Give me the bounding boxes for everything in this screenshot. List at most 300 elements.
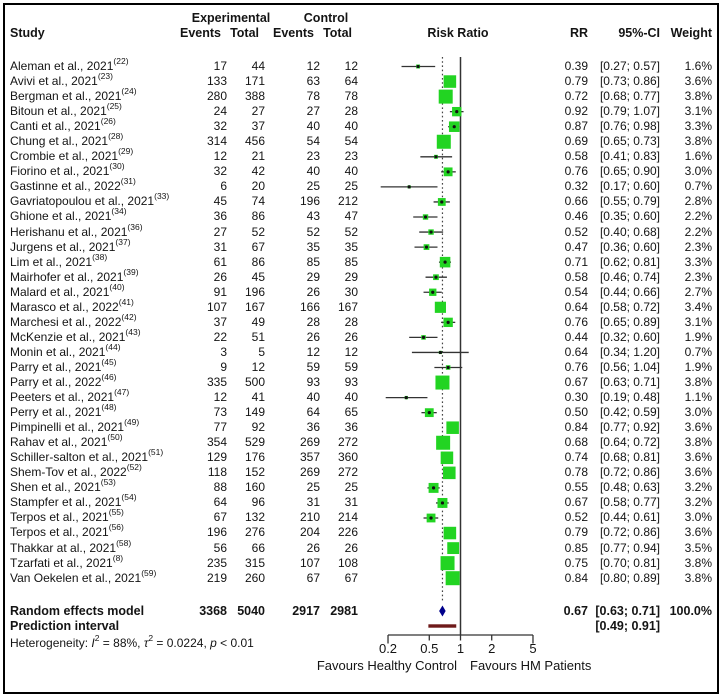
weight-cell: 3.8% (684, 570, 712, 585)
heterogeneity-prefix: Heterogeneity: (10, 636, 92, 650)
ctrl-total-cell: 64 (344, 74, 358, 89)
study-label: Tzarfati et al., 2021$^{(8)}$ (10, 552, 124, 570)
rr-cell: 0.76 (564, 314, 588, 329)
exp-events-cell: 3 (220, 344, 227, 359)
exp-events-cell: 12 (213, 149, 227, 164)
table-row (10, 311, 712, 330)
summary-ci: [0.63; 0.71] (595, 604, 660, 618)
ci-cell: [0.19; 0.48] (599, 390, 660, 405)
ctrl-total-cell: 40 (344, 164, 358, 179)
ci-cell: [0.34; 1.20] (599, 344, 660, 359)
exp-events-cell: 91 (213, 284, 227, 299)
weight-cell: 2.2% (684, 224, 712, 239)
weight-cell: 3.8% (684, 89, 712, 104)
ctrl-events-cell: 27 (306, 104, 320, 119)
exp-total-cell: 176 (244, 450, 265, 465)
ci-cell: [0.73; 0.86] (599, 74, 660, 89)
table-row (10, 131, 712, 149)
exp-events-cell: 129 (206, 450, 227, 465)
exp-events-cell: 314 (206, 134, 227, 149)
exp-events-cell: 77 (213, 420, 227, 435)
ctrl-total-cell: 108 (337, 555, 358, 570)
study-label: Lim et al., 2021$^{(38)}$ (10, 251, 108, 269)
weight-cell: 3.1% (684, 104, 712, 119)
column-header-control: Control (303, 11, 349, 25)
exp-total-cell: 21 (251, 149, 265, 164)
weight-cell: 0.7% (684, 179, 712, 194)
exp-events-cell: 45 (213, 194, 227, 209)
ctrl-total-cell: 28 (344, 104, 358, 119)
weight-cell: 3.8% (684, 555, 712, 570)
weight-cell: 1.9% (684, 329, 712, 344)
ctrl-events-cell: 64 (306, 405, 320, 420)
prediction-interval-label: Prediction interval (10, 619, 120, 633)
ctrl-total-cell: 272 (337, 435, 358, 450)
ctrl-total-cell: 26 (344, 329, 358, 344)
rr-cell: 0.64 (564, 299, 588, 314)
exp-total-cell: 167 (244, 299, 265, 314)
column-header-exp-total: Total (230, 26, 259, 40)
ctrl-total-cell: 78 (344, 89, 358, 104)
study-label: Shem-Tov et al., 2022$^{(52)}$ (10, 462, 142, 480)
study-label: Terpos et al., 2021$^{(55)}$ (10, 507, 124, 525)
exp-total-cell: 92 (251, 420, 265, 435)
exp-total-cell: 37 (251, 119, 265, 134)
ctrl-total-cell: 30 (344, 284, 358, 299)
ci-cell: [0.72; 0.86] (599, 465, 660, 480)
study-label: Bergman et al., 2021$^{(24)}$ (10, 86, 137, 104)
ctrl-events-cell: 67 (306, 570, 320, 585)
exp-events-cell: 118 (207, 465, 227, 480)
ctrl-events-cell: 43 (306, 209, 320, 224)
exp-events-cell: 196 (206, 525, 227, 540)
rr-cell: 0.58 (564, 269, 588, 284)
table-row (10, 296, 712, 315)
ci-cell: [0.42; 0.59] (599, 405, 660, 420)
study-label: Aleman et al., 2021$^{(22)}$ (10, 56, 129, 74)
ctrl-events-cell: 40 (306, 164, 320, 179)
weight-cell: 3.6% (684, 450, 712, 465)
axis-tick-label: 2 (488, 641, 496, 656)
study-label: Canti et al., 2021$^{(26)}$ (10, 116, 116, 134)
reference-superscript: (55) (108, 507, 124, 518)
exp-total-cell: 456 (244, 134, 265, 149)
exp-events-cell: 17 (213, 59, 227, 74)
table-row (10, 71, 712, 89)
study-label: Van Oekelen et al., 2021$^{(59)}$ (10, 567, 157, 585)
reference-superscript: (30) (109, 161, 125, 172)
ctrl-total-cell: 67 (344, 570, 358, 585)
axis-tick-label: 5 (529, 641, 537, 656)
ctrl-events-cell: 12 (306, 344, 320, 359)
ctrl-total-cell: 36 (344, 420, 358, 435)
ctrl-events-cell: 35 (306, 239, 320, 254)
ctrl-total-cell: 26 (344, 540, 358, 555)
study-label: Thakkar at al., 2021$^{(58)}$ (10, 537, 132, 555)
weight-cell: 0.7% (684, 344, 712, 359)
ctrl-total-cell: 52 (344, 224, 358, 239)
table-row (10, 56, 712, 74)
ci-cell: [0.44; 0.66] (599, 284, 660, 299)
table-row (10, 206, 712, 224)
ci-cell: [0.70; 0.81] (599, 555, 660, 570)
rr-cell: 0.78 (564, 465, 588, 480)
ci-cell: [0.40; 0.68] (599, 224, 660, 239)
reference-superscript: (33) (154, 191, 170, 202)
reference-superscript: (43) (125, 326, 141, 337)
ci-cell: [0.48; 0.63] (599, 480, 660, 495)
ctrl-events-cell: 12 (306, 59, 320, 74)
rr-cell: 0.71 (564, 254, 588, 269)
ctrl-total-cell: 214 (337, 510, 358, 525)
reference-superscript: (45) (101, 356, 117, 367)
rr-cell: 0.67 (564, 375, 588, 389)
ctrl-total-cell: 167 (337, 299, 358, 314)
ci-cell: [0.17; 0.60] (599, 179, 660, 194)
ctrl-total-cell: 28 (344, 314, 358, 329)
study-label: Stampfer et al., 2021$^{(54)}$ (10, 492, 137, 510)
reference-superscript: (50) (107, 432, 123, 443)
ctrl-events-cell: 357 (299, 450, 320, 465)
axis-tick-label: 0.2 (378, 641, 398, 656)
rr-cell: 0.68 (564, 435, 588, 450)
reference-superscript: (46) (101, 372, 117, 382)
exp-events-cell: 37 (213, 314, 227, 329)
exp-events-cell: 64 (213, 495, 227, 510)
exp-events-cell: 27 (213, 224, 227, 239)
column-header-experimental: Experimental (191, 11, 271, 25)
ctrl-events-cell: 269 (299, 435, 320, 450)
random-effects-label: Random effects model (10, 604, 145, 618)
study-label: Gastinne et al., 2022$^{(31)}$ (10, 176, 136, 194)
ctrl-events-cell: 196 (299, 194, 320, 209)
reference-superscript: (38) (92, 251, 108, 262)
study-label: Shen et al., 2021$^{(53)}$ (10, 477, 116, 495)
reference-superscript: (22) (113, 56, 129, 67)
exp-total-cell: 276 (244, 525, 265, 540)
study-label: Avivi et al., 2021$^{(23)}$ (10, 71, 113, 89)
table-row (10, 402, 712, 420)
study-label: Rahav et al., 2021$^{(50)}$ (10, 432, 123, 450)
reference-superscript: (41) (118, 296, 134, 307)
study-rows (10, 56, 712, 586)
rr-cell: 0.39 (564, 59, 588, 74)
weight-cell: 2.8% (684, 194, 712, 209)
rr-cell: 0.64 (564, 344, 588, 359)
column-header-exp-events: Events (180, 26, 221, 40)
exp-events-cell: 36 (213, 209, 227, 224)
reference-superscript: (40) (109, 281, 125, 292)
ctrl-total-cell: 25 (344, 179, 358, 194)
exp-total-cell: 96 (251, 495, 265, 510)
axis-tick-label: 0.5 (420, 641, 439, 656)
ci-cell: [0.55; 0.79] (599, 194, 660, 209)
study-label: Bitoun et al., 2021$^{(25)}$ (10, 101, 122, 119)
study-label: Peeters et al., 2021$^{(47)}$ (10, 387, 130, 405)
ci-cell: [0.72; 0.86] (599, 525, 660, 540)
exp-total-cell: 52 (251, 224, 265, 239)
ci-cell: [0.65; 0.73] (599, 134, 660, 149)
reference-superscript: (24) (121, 86, 137, 97)
weight-cell: 1.6% (684, 149, 712, 164)
rr-cell: 0.55 (564, 480, 588, 495)
exp-total-cell: 86 (251, 209, 265, 224)
exp-total-cell: 315 (244, 555, 265, 570)
prediction-interval-ci: [0.49; 0.91] (595, 619, 660, 633)
ctrl-total-cell: 40 (344, 390, 358, 405)
exp-events-cell: 26 (213, 269, 227, 284)
reference-superscript: (59) (141, 567, 157, 578)
ctrl-total-cell: 12 (344, 344, 358, 359)
ctrl-events-cell: 28 (306, 314, 320, 329)
ctrl-total-cell: 35 (344, 239, 358, 254)
summary-ctrl-total: 2981 (330, 604, 358, 618)
ci-cell: [0.79; 1.07] (599, 104, 660, 119)
weight-cell: 3.0% (684, 510, 712, 525)
exp-total-cell: 86 (251, 254, 265, 269)
ctrl-events-cell: 63 (306, 74, 320, 89)
rr-cell: 0.69 (564, 134, 588, 149)
rr-cell: 0.46 (564, 209, 588, 224)
ctrl-total-cell: 360 (337, 450, 358, 465)
rr-cell: 0.32 (564, 179, 588, 194)
ctrl-events-cell: 85 (306, 254, 320, 269)
exp-events-cell: 12 (213, 390, 227, 405)
ci-cell: [0.56; 1.04] (599, 359, 660, 374)
table-row (10, 567, 712, 586)
exp-events-cell: 31 (213, 239, 227, 254)
exp-total-cell: 44 (251, 59, 265, 74)
exp-total-cell: 45 (251, 269, 265, 284)
weight-cell: 2.3% (684, 239, 712, 254)
ctrl-events-cell: 93 (306, 375, 320, 389)
ci-cell: [0.77; 0.94] (599, 540, 660, 555)
exp-events-cell: 354 (206, 435, 227, 450)
rr-cell: 0.54 (564, 284, 588, 299)
exp-total-cell: 67 (251, 239, 265, 254)
table-row (10, 432, 712, 450)
table-row (10, 281, 712, 300)
exp-total-cell: 49 (251, 314, 265, 329)
ctrl-total-cell: 65 (344, 405, 358, 420)
rr-cell: 0.52 (564, 224, 588, 239)
reference-superscript: (52) (126, 462, 142, 473)
weight-cell: 3.3% (684, 119, 712, 134)
rr-cell: 0.66 (564, 194, 588, 209)
exp-total-cell: 66 (251, 540, 265, 555)
study-label: Ghione et al., 2021$^{(34)}$ (10, 206, 127, 224)
study-label: McKenzie et al., 2021$^{(43)}$ (10, 326, 141, 344)
weight-cell: 1.1% (684, 390, 712, 405)
study-label: Pimpinelli et al., 2021$^{(49)}$ (10, 417, 140, 435)
ci-cell: [0.46; 0.74] (599, 269, 660, 284)
ctrl-total-cell: 12 (344, 59, 358, 74)
reference-superscript: (25) (106, 101, 122, 112)
ctrl-events-cell: 26 (306, 540, 320, 555)
ctrl-total-cell: 23 (344, 149, 358, 164)
ctrl-events-cell: 25 (306, 480, 320, 495)
ctrl-events-cell: 26 (306, 284, 320, 299)
table-row (10, 176, 712, 194)
ctrl-events-cell: 26 (306, 329, 320, 344)
study-label: Schiller-salton et al., 2021$^{(51)}$ (10, 447, 164, 465)
exp-events-cell: 67 (213, 510, 227, 525)
reference-superscript: (39) (123, 266, 139, 277)
exp-total-cell: 171 (244, 74, 265, 89)
exp-total-cell: 51 (251, 329, 265, 344)
column-header-weight: Weight (670, 26, 712, 40)
rr-cell: 0.50 (564, 405, 588, 420)
weight-cell: 3.0% (684, 164, 712, 179)
exp-events-cell: 61 (213, 254, 227, 269)
exp-total-cell: 529 (244, 435, 265, 450)
exp-events-cell: 280 (206, 89, 227, 104)
column-header-study: Study (10, 26, 45, 40)
reference-superscript: (31) (120, 176, 136, 187)
exp-total-cell: 149 (244, 405, 265, 420)
ctrl-total-cell: 29 (344, 269, 358, 284)
weight-cell: 3.6% (684, 74, 712, 89)
ci-cell: [0.35; 0.60] (599, 209, 660, 224)
table-row (10, 161, 712, 179)
exp-total-cell: 260 (244, 570, 265, 585)
reference-superscript: (49) (124, 417, 140, 428)
ci-cell: [0.41; 0.83] (599, 149, 660, 164)
exp-events-cell: 107 (206, 299, 227, 314)
study-label: Parry et al., 2021$^{(45)}$ (10, 356, 117, 374)
exp-total-cell: 132 (244, 510, 265, 525)
ctrl-events-cell: 52 (306, 224, 320, 239)
reference-superscript: (54) (121, 492, 137, 503)
column-header-ci: 95%-CI (618, 26, 660, 40)
rr-cell: 0.76 (564, 359, 588, 374)
exp-total-cell: 5 (258, 344, 265, 359)
heterogeneity-note: Heterogeneity: $I^2 = 88\%$, $\tau^2 = 0.0224$, p < 0.01 (10, 633, 254, 650)
ci-cell: [0.44; 0.61] (599, 510, 660, 525)
ctrl-events-cell: 40 (306, 390, 320, 405)
p-value-symbol: p (210, 636, 217, 650)
weight-cell: 3.8% (684, 435, 712, 450)
rr-cell: 0.75 (564, 555, 588, 570)
ctrl-total-cell: 40 (344, 119, 358, 134)
column-header-row (10, 26, 712, 40)
ci-cell: [0.64; 0.72] (599, 435, 660, 450)
ctrl-events-cell: 25 (306, 179, 320, 194)
table-row (10, 251, 712, 270)
ci-cell: [0.58; 0.77] (599, 495, 660, 510)
axis-tick-label: 1 (456, 641, 465, 656)
exp-total-cell: 500 (244, 375, 265, 389)
rr-cell: 0.30 (564, 390, 588, 405)
rr-cell: 0.72 (564, 89, 588, 104)
tau-squared-symbol: τ (143, 636, 149, 650)
study-label: Malard et al., 2021$^{(40)}$ (10, 281, 125, 299)
weight-cell: 1.9% (684, 359, 712, 374)
reference-superscript: (58) (116, 537, 132, 548)
ctrl-total-cell: 54 (344, 134, 358, 149)
exp-events-cell: 32 (213, 164, 227, 179)
ctrl-events-cell: 29 (306, 269, 320, 284)
weight-cell: 3.3% (684, 254, 712, 269)
exp-events-cell: 73 (213, 405, 227, 420)
ctrl-events-cell: 107 (299, 555, 320, 570)
ctrl-total-cell: 25 (344, 480, 358, 495)
ctrl-events-cell: 31 (306, 495, 320, 510)
ctrl-events-cell: 40 (306, 119, 320, 134)
ctrl-total-cell: 47 (344, 209, 358, 224)
ctrl-events-cell: 269 (299, 465, 320, 480)
weight-cell: 3.6% (684, 465, 712, 480)
exp-total-cell: 41 (251, 390, 265, 405)
column-header-ctrl-total: Total (323, 26, 352, 40)
ctrl-events-cell: 166 (299, 299, 320, 314)
ci-cell: [0.65; 0.89] (599, 314, 660, 329)
study-label: Monin et al., 2021$^{(44)}$ (10, 341, 121, 359)
reference-superscript: (47) (114, 387, 130, 398)
weight-cell: 2.2% (684, 209, 712, 224)
summary-exp-total: 5040 (237, 604, 265, 618)
exp-events-cell: 32 (213, 119, 227, 134)
reference-superscript: (42) (121, 311, 137, 322)
reference-superscript: (37) (115, 236, 131, 247)
reference-superscript: (23) (97, 71, 113, 82)
exp-events-cell: 22 (213, 329, 227, 344)
ctrl-total-cell: 59 (344, 359, 358, 374)
ctrl-events-cell: 23 (306, 149, 320, 164)
reference-superscript: (28) (108, 131, 124, 142)
rr-cell: 0.47 (564, 239, 588, 254)
reference-superscript: (29) (118, 146, 134, 157)
rr-cell: 0.52 (564, 510, 588, 525)
ctrl-total-cell: 212 (337, 194, 358, 209)
exp-events-cell: 219 (206, 570, 227, 585)
weight-cell: 3.0% (684, 405, 712, 420)
table-row (10, 477, 712, 495)
ctrl-events-cell: 59 (306, 359, 320, 374)
column-header-rr: RR (569, 26, 588, 40)
exp-events-cell: 335 (206, 375, 227, 389)
i-squared-symbol: I (91, 636, 95, 650)
ci-cell: [0.76; 0.98] (599, 119, 660, 134)
rr-cell: 0.44 (564, 329, 588, 344)
reference-superscript: (44) (105, 341, 121, 352)
weight-cell: 3.2% (684, 480, 712, 495)
study-label: Herishanu et al., 2021$^{(36)}$ (10, 221, 143, 239)
rr-cell: 0.79 (564, 525, 588, 540)
random-effects-row (10, 604, 712, 619)
ctrl-events-cell: 54 (306, 134, 320, 149)
ctrl-events-cell: 36 (306, 420, 320, 435)
exp-total-cell: 12 (251, 359, 265, 374)
study-label: Terpos et al., 2021$^{(56)}$ (10, 522, 124, 540)
study-label: Marasco et al., 2022$^{(41)}$ (10, 296, 134, 314)
summary-weight: 100.0% (669, 604, 712, 618)
study-label: Mairhofer et al., 2021$^{(39)}$ (10, 266, 139, 284)
reference-superscript: (8) (112, 552, 124, 563)
summary-rr: 0.67 (563, 604, 588, 618)
ci-cell: [0.62; 0.81] (599, 254, 660, 269)
weight-cell: 3.6% (684, 525, 712, 540)
ctrl-total-cell: 31 (344, 495, 358, 510)
table-row (10, 447, 712, 465)
ci-cell: [0.80; 0.89] (599, 570, 660, 585)
ci-cell: [0.63; 0.71] (599, 375, 660, 389)
ctrl-events-cell: 210 (299, 510, 320, 525)
ctrl-total-cell: 226 (337, 525, 358, 540)
exp-total-cell: 196 (244, 284, 265, 299)
exp-events-cell: 24 (213, 104, 227, 119)
summary-ctrl-events: 2917 (292, 604, 320, 618)
